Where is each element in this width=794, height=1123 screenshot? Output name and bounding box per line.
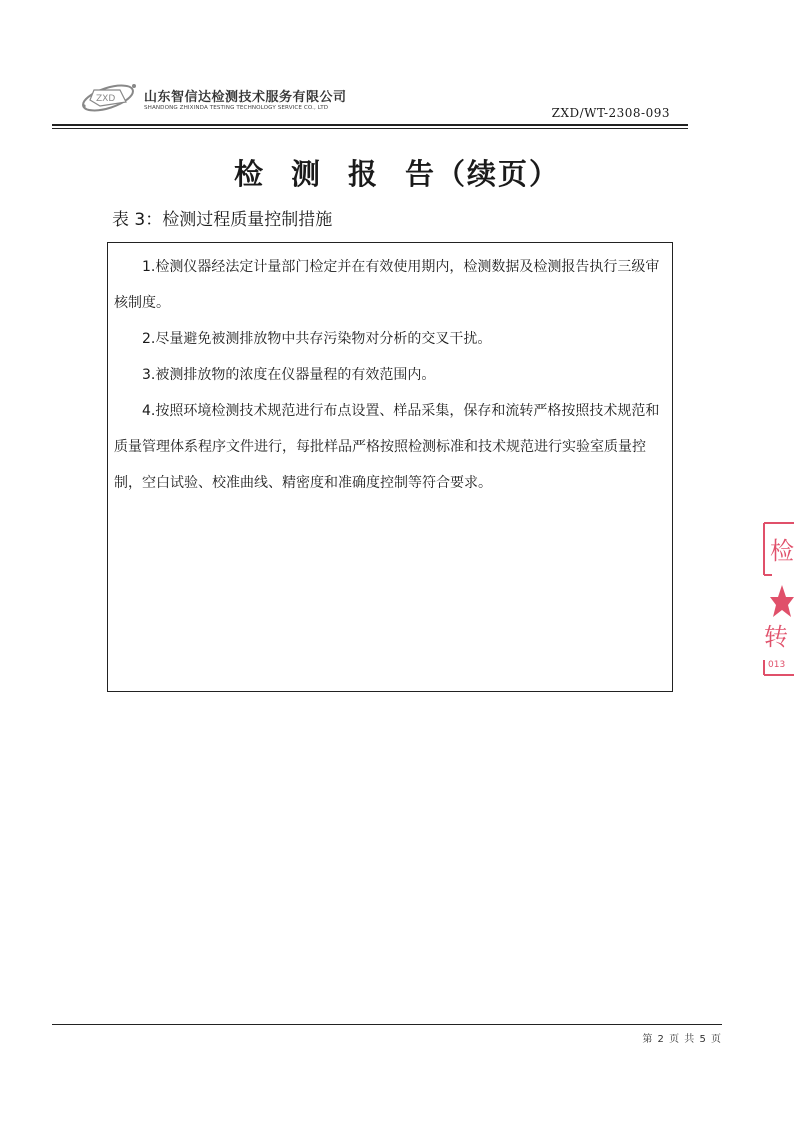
seal-char-top: 检 — [770, 537, 794, 565]
header-rule-thick — [52, 124, 688, 126]
header-rule-thin — [52, 128, 688, 129]
company-name-cn: 山东智信达检测技术服务有限公司 — [144, 90, 347, 105]
measure-item: 3.被测排放物的浓度在仪器量程的有效范围内。 — [142, 367, 436, 383]
logo-text: ZXD — [96, 94, 116, 104]
title-char: 测 — [290, 157, 322, 191]
footer-rule — [52, 1024, 722, 1025]
table-caption: 表 3：检测过程质量控制措施 — [112, 210, 333, 230]
company-logo-icon — [80, 74, 140, 120]
measure-item: 1.检测仪器经法定计量部门检定并在有效使用期内，检测数据及检测报告执行三级审核制度。 — [114, 259, 660, 311]
company-header — [80, 74, 380, 120]
title-char: 告 — [405, 157, 437, 191]
seal-digits: 013 — [768, 660, 786, 670]
measure-item: 2.尽量避免被测排放物中共存污染物对分析的交叉干扰。 — [142, 331, 492, 347]
measures-box — [107, 242, 673, 692]
page-number: 第 2 页 共 5 页 — [642, 1034, 722, 1045]
title-char: 报 — [347, 157, 379, 191]
official-seal-fragment — [752, 515, 794, 685]
seal-char-bottom: 转 — [764, 623, 788, 651]
seal-star-icon — [770, 585, 794, 617]
page-title — [0, 152, 794, 193]
company-name-en: SHANDONG ZHIXINDA TESTING TECHNOLOGY SERVICE CO., LTD — [144, 105, 329, 111]
measure-item: 4.按照环境检测技术规范进行布点设置、样品采集，保存和流转严格按照技术规范和质量管理体系程序文件进行，每批样品严格按照检测标准和技术规范进行实验室质量控制，空白试验、校准曲线、精密度和准确度控制等符合要求。 — [114, 403, 660, 491]
title-char: 检 — [233, 157, 265, 191]
title-suffix: （续页） — [436, 157, 561, 191]
report-number: ZXD/WT-2308-093 — [551, 106, 670, 120]
